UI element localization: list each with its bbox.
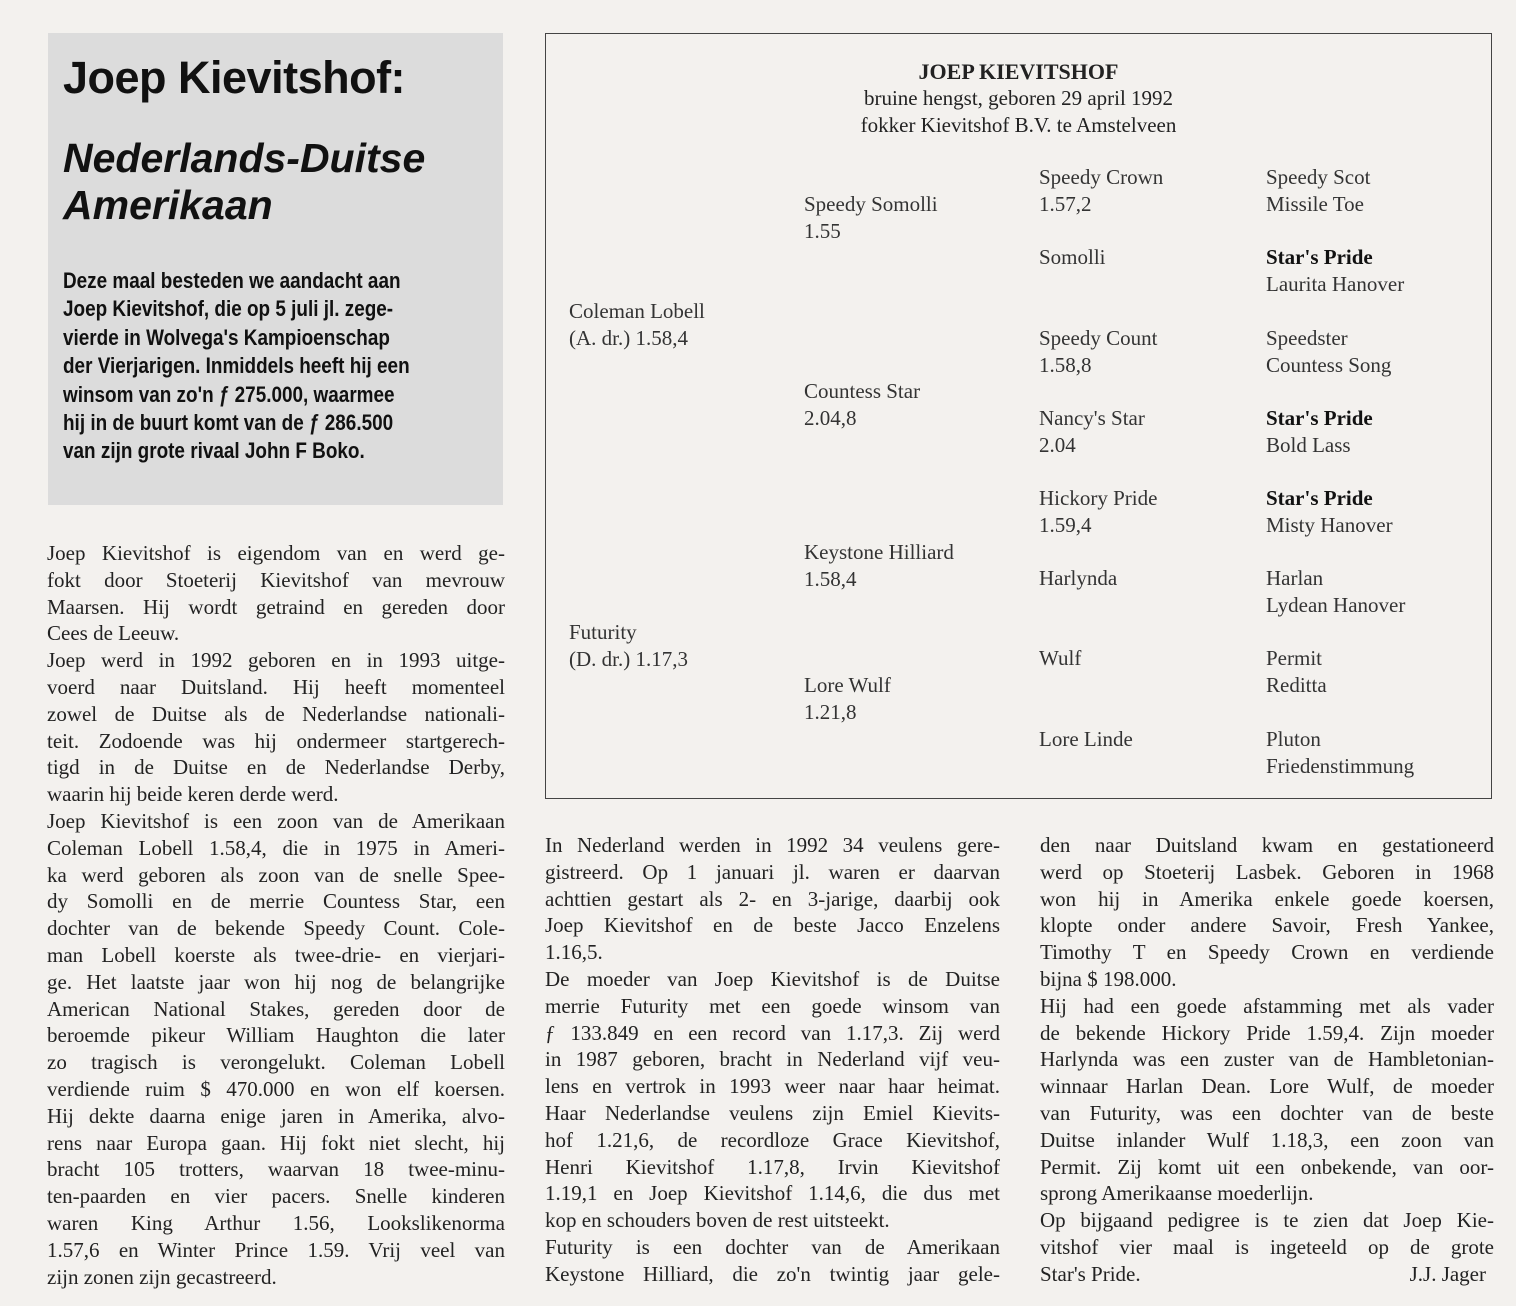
author-signature: J.J. Jager bbox=[1409, 1261, 1486, 1286]
pedigree-sire-name: Harlan bbox=[1266, 566, 1324, 590]
lead-line: van zijn grote rivaal John F Boko. bbox=[63, 438, 365, 464]
pedigree-record: (D. dr.) 1.17,3 bbox=[569, 646, 688, 671]
lead-line: winsom van zo'n ƒ 275.000, waarmee bbox=[63, 381, 395, 407]
pedigree-gen3-entry bbox=[1039, 645, 1081, 672]
pedigree-gen3-entry bbox=[1039, 565, 1117, 592]
pedigree-dam-name: Lydean Hanover bbox=[1266, 592, 1406, 617]
pedigree-record: 2.04 bbox=[1039, 432, 1076, 457]
pedigree-record: 1.58,4 bbox=[804, 566, 857, 591]
pedigree-gen4-pair bbox=[1266, 164, 1370, 217]
article-title: Joep Kievitshof: bbox=[63, 52, 406, 103]
body-column-2 bbox=[545, 832, 1000, 1288]
pedigree-gen4-pair bbox=[1266, 726, 1414, 779]
body-line: man Lobell koerste als twee-drie- en vierjari- bbox=[47, 942, 505, 967]
body-line: rens naar Europa gaan. Hij fokt niet slecht, hij bbox=[47, 1130, 505, 1155]
pedigree-name: Speedy Somolli bbox=[804, 192, 938, 216]
lead-line: der Vierjarigen. Inmiddels heeft hij een bbox=[63, 353, 410, 379]
body-line: waarin hij beide keren derde werd. bbox=[47, 782, 339, 807]
pedigree-sire-name: Star's Pride bbox=[1266, 245, 1373, 269]
pedigree-gen4-pair bbox=[1266, 325, 1391, 378]
body-line: fokt door Stoeterij Kievitshof van mevrouw bbox=[47, 567, 505, 592]
body-line: Op bijgaand pedigree is te zien dat Joep Kie- bbox=[1040, 1208, 1494, 1233]
body-line: Hij dekte daarna enige jaren in Amerika, alvo- bbox=[47, 1103, 505, 1128]
body-line: achttien gestart als 2- en 3-jarige, daarbij ook bbox=[545, 886, 1000, 911]
body-line: 1.57,6 en Winter Prince 1.59. Vrij veel van bbox=[47, 1237, 505, 1262]
body-line: teit. Zodoende was hij ondermeer startgerech- bbox=[47, 728, 505, 753]
pedigree-dam-name: Misty Hanover bbox=[1266, 512, 1393, 537]
body-line: Timothy T en Speedy Crown en verdiende bbox=[1040, 940, 1494, 965]
body-line: Futurity is een dochter van de Amerikaan bbox=[545, 1234, 1000, 1259]
body-line: Maarsen. Hij wordt getraind en gereden door bbox=[47, 594, 505, 619]
lead-line: vierde in Wolvega's Kampioenschap bbox=[63, 324, 390, 350]
body-line: dochter van de bekende Speedy Count. Cole- bbox=[47, 916, 505, 941]
subtitle-line: Nederlands-Duitse bbox=[63, 135, 426, 181]
pedigree-name: Somolli bbox=[1039, 245, 1106, 269]
pedigree-gen4-pair bbox=[1266, 485, 1393, 538]
pedigree-dam-name: Missile Toe bbox=[1266, 191, 1364, 216]
pedigree-record: 1.55 bbox=[804, 218, 841, 243]
pedigree-record: (A. dr.) 1.58,4 bbox=[569, 325, 688, 350]
body-line: Joep Kievitshof en de beste Jacco Enzelens bbox=[545, 913, 1000, 938]
body-line: in 1987 geboren, bracht in Nederland vijf veu- bbox=[545, 1047, 1000, 1072]
body-line: tigd in de Duitse en de Nederlandse Derby, bbox=[47, 755, 505, 780]
body-line: In Nederland werden in 1992 34 veulens gere- bbox=[545, 833, 1000, 857]
pedigree-gen4-pair bbox=[1266, 565, 1405, 618]
body-line: won hij in Amerika enkele goede koersen, bbox=[1040, 886, 1494, 911]
body-line: van Futurity, was een dochter van de beste bbox=[1040, 1100, 1494, 1125]
lead-line: Joep Kievitshof, die op 5 juli jl. zege- bbox=[63, 296, 394, 322]
body-line: 1.19,1 en Joep Kievitshof 1.14,6, die dus met bbox=[545, 1181, 1000, 1206]
pedigree-name: Wulf bbox=[1039, 646, 1082, 670]
pedigree-name: Speedy Count bbox=[1039, 326, 1158, 350]
body-line: American National Stakes, gereden door de bbox=[47, 996, 505, 1021]
body-line: Star's Pride. bbox=[1040, 1261, 1141, 1286]
body-line: dy Somolli en de merrie Countess Star, een bbox=[47, 889, 505, 914]
pedigree-gen3-entry bbox=[1039, 325, 1157, 378]
pedigree-dam-name: Countess Song bbox=[1266, 352, 1392, 377]
pedigree-record: 2.04,8 bbox=[804, 405, 857, 430]
pedigree-gen3-entry bbox=[1039, 485, 1157, 538]
pedigree-sire-name: Permit bbox=[1266, 646, 1322, 670]
pedigree-gen3-entry bbox=[1039, 164, 1163, 217]
pedigree-dam-name: Bold Lass bbox=[1266, 432, 1351, 457]
body-line: de bekende Hickory Pride 1.59,4. Zijn moeder bbox=[1040, 1020, 1494, 1045]
pedigree-name: Coleman Lobell bbox=[569, 299, 705, 323]
pedigree-dam-name: Laurita Hanover bbox=[1266, 271, 1405, 296]
pedigree-name: Countess Star bbox=[804, 379, 921, 403]
pedigree-sire-name: Star's Pride bbox=[1266, 406, 1373, 430]
pedigree-gen3-entry bbox=[1039, 244, 1106, 271]
body-line: Henri Kievitshof 1.17,8, Irvin Kievitshof bbox=[545, 1154, 1000, 1179]
pedigree-name: Futurity bbox=[569, 620, 637, 644]
pedigree-gen4-pair bbox=[1266, 244, 1404, 297]
pedigree-name: Speedy Crown bbox=[1039, 165, 1164, 189]
body-line: Joep Kievitshof is een zoon van de Amerikaan bbox=[47, 808, 505, 833]
pedigree-gen2-entry bbox=[804, 672, 891, 725]
body-line: merrie Futurity met een goede winsom van bbox=[545, 993, 1000, 1018]
body-line: Keystone Hilliard, die zo'n twintig jaar gele- bbox=[545, 1261, 1000, 1286]
pedigree-sire bbox=[569, 298, 705, 351]
article-subtitle bbox=[63, 135, 425, 229]
lead-line: hij in de buurt komt van de ƒ 286.500 bbox=[63, 410, 394, 436]
pedigree-gen2-entry bbox=[804, 539, 954, 592]
body-line: verdiende ruim $ 470.000 en won elf koersen. bbox=[47, 1076, 505, 1101]
body-column-1 bbox=[47, 540, 505, 1290]
pedigree-breeder: fokker Kievitshof B.V. te Amstelveen bbox=[860, 113, 1177, 137]
body-line: bijna $ 198.000. bbox=[1040, 966, 1177, 991]
pedigree-name: Harlynda bbox=[1039, 566, 1118, 590]
body-line: waren King Arthur 1.56, Lookslikenorma bbox=[47, 1210, 505, 1235]
body-line-with-signature bbox=[1040, 1261, 1494, 1288]
body-line: hof 1.21,6, de recordloze Grace Kievitshof, bbox=[545, 1127, 1000, 1152]
body-line: Coleman Lobell 1.58,4, die in 1975 in Ameri- bbox=[47, 835, 505, 860]
pedigree-name: Lore Linde bbox=[1039, 727, 1133, 751]
body-line: winnaar Harlan Dean. Lore Wulf, de moeder bbox=[1040, 1074, 1494, 1099]
pedigree-record: 1.57,2 bbox=[1039, 191, 1092, 216]
body-line: Joep werd in 1992 geboren en in 1993 uitge- bbox=[47, 648, 505, 673]
body-line: sprong Amerikaanse moederlijn. bbox=[1040, 1181, 1314, 1206]
pedigree-sire-name: Pluton bbox=[1266, 727, 1321, 751]
pedigree-sire-name: Star's Pride bbox=[1266, 486, 1373, 510]
pedigree-name: Hickory Pride bbox=[1039, 486, 1158, 510]
body-line: vitshof vier maal is ingeteeld op de grote bbox=[1040, 1234, 1494, 1259]
pedigree-gen3-entry bbox=[1039, 405, 1145, 458]
body-line: Joep Kievitshof is eigendom van en werd ge- bbox=[47, 541, 505, 565]
body-line: den naar Duitsland kwam en gestationeerd bbox=[1040, 833, 1494, 857]
pedigree-gen4-pair bbox=[1266, 645, 1327, 698]
pedigree-gen4-pair bbox=[1266, 405, 1373, 458]
pedigree-record: 1.21,8 bbox=[804, 699, 857, 724]
pedigree-dam-name: Friedenstimmung bbox=[1266, 753, 1415, 778]
pedigree-horse-name: JOEP KIEVITSHOF bbox=[918, 59, 1119, 84]
body-line: zowel de Duitse als de Nederlandse nationali- bbox=[47, 701, 505, 726]
body-line: ten-paarden en vier pacers. Snelle kinderen bbox=[47, 1184, 505, 1209]
subtitle-line: Amerikaan bbox=[63, 182, 273, 228]
pedigree-record: 1.58,8 bbox=[1039, 352, 1092, 377]
pedigree-description: bruine hengst, geboren 29 april 1992 bbox=[863, 86, 1174, 110]
pedigree-name: Keystone Hilliard bbox=[804, 540, 954, 564]
pedigree-name: Lore Wulf bbox=[804, 673, 891, 697]
body-line: kop en schouders boven de rest uitsteekt. bbox=[545, 1208, 890, 1233]
body-line: ge. Het laatste jaar won hij nog de belangrijke bbox=[47, 969, 505, 994]
body-line: De moeder van Joep Kievitshof is de Duitse bbox=[545, 966, 1000, 991]
body-line: klopte onder andere Savoir, Fresh Yankee, bbox=[1040, 913, 1494, 938]
pedigree-gen2-entry bbox=[804, 191, 938, 244]
body-line: 1.16,5. bbox=[545, 940, 603, 965]
body-line: Hij had een goede afstamming met als vader bbox=[1040, 993, 1494, 1018]
body-line: Permit. Zij komt uit een onbekende, van oor- bbox=[1040, 1154, 1494, 1179]
pedigree-name: Nancy's Star bbox=[1039, 406, 1145, 430]
pedigree-gen3-entry bbox=[1039, 726, 1133, 753]
pedigree-sire-name: Speedster bbox=[1266, 326, 1348, 350]
body-line: ƒ 133.849 en een record van 1.17,3. Zij werd bbox=[545, 1020, 1000, 1045]
pedigree-table bbox=[545, 33, 1492, 799]
body-line: Harlynda was een zuster van de Hambletonian- bbox=[1040, 1047, 1494, 1072]
body-line: Haar Nederlandse veulens zijn Emiel Kievits- bbox=[545, 1100, 1000, 1125]
pedigree-dam-name: Reditta bbox=[1266, 672, 1327, 697]
body-line: lens en vertrok in 1993 weer naar haar heimat. bbox=[545, 1074, 1000, 1099]
body-column-3 bbox=[1040, 832, 1494, 1288]
pedigree-sire-name: Speedy Scot bbox=[1266, 165, 1371, 189]
body-line: werd op Stoeterij Lasbek. Geboren in 1968 bbox=[1040, 859, 1494, 884]
lead-line: Deze maal besteden we aandacht aan bbox=[63, 268, 401, 293]
body-line: bracht 105 trotters, waarvan 18 twee-minu- bbox=[47, 1157, 505, 1182]
pedigree-gen2-entry bbox=[804, 378, 920, 431]
article-lead bbox=[63, 267, 493, 466]
pedigree-record: 1.59,4 bbox=[1039, 512, 1092, 537]
body-line: Cees de Leeuw. bbox=[47, 621, 180, 646]
body-line: beroemde pikeur William Haughton die later bbox=[47, 1023, 505, 1048]
pedigree-dam bbox=[569, 619, 688, 672]
pedigree-header bbox=[546, 58, 1491, 139]
body-line: zo tragisch is verongelukt. Coleman Lobell bbox=[47, 1050, 505, 1075]
body-line: gistreerd. Op 1 januari jl. waren er daarvan bbox=[545, 859, 1000, 884]
body-line: zijn zonen zijn gecastreerd. bbox=[47, 1264, 277, 1289]
body-line: ka werd geboren als zoon van de snelle Spee- bbox=[47, 862, 505, 887]
body-line: voerd naar Duitsland. Hij heeft momenteel bbox=[47, 674, 505, 699]
body-line: Duitse inlander Wulf 1.18,3, een zoon van bbox=[1040, 1127, 1494, 1152]
